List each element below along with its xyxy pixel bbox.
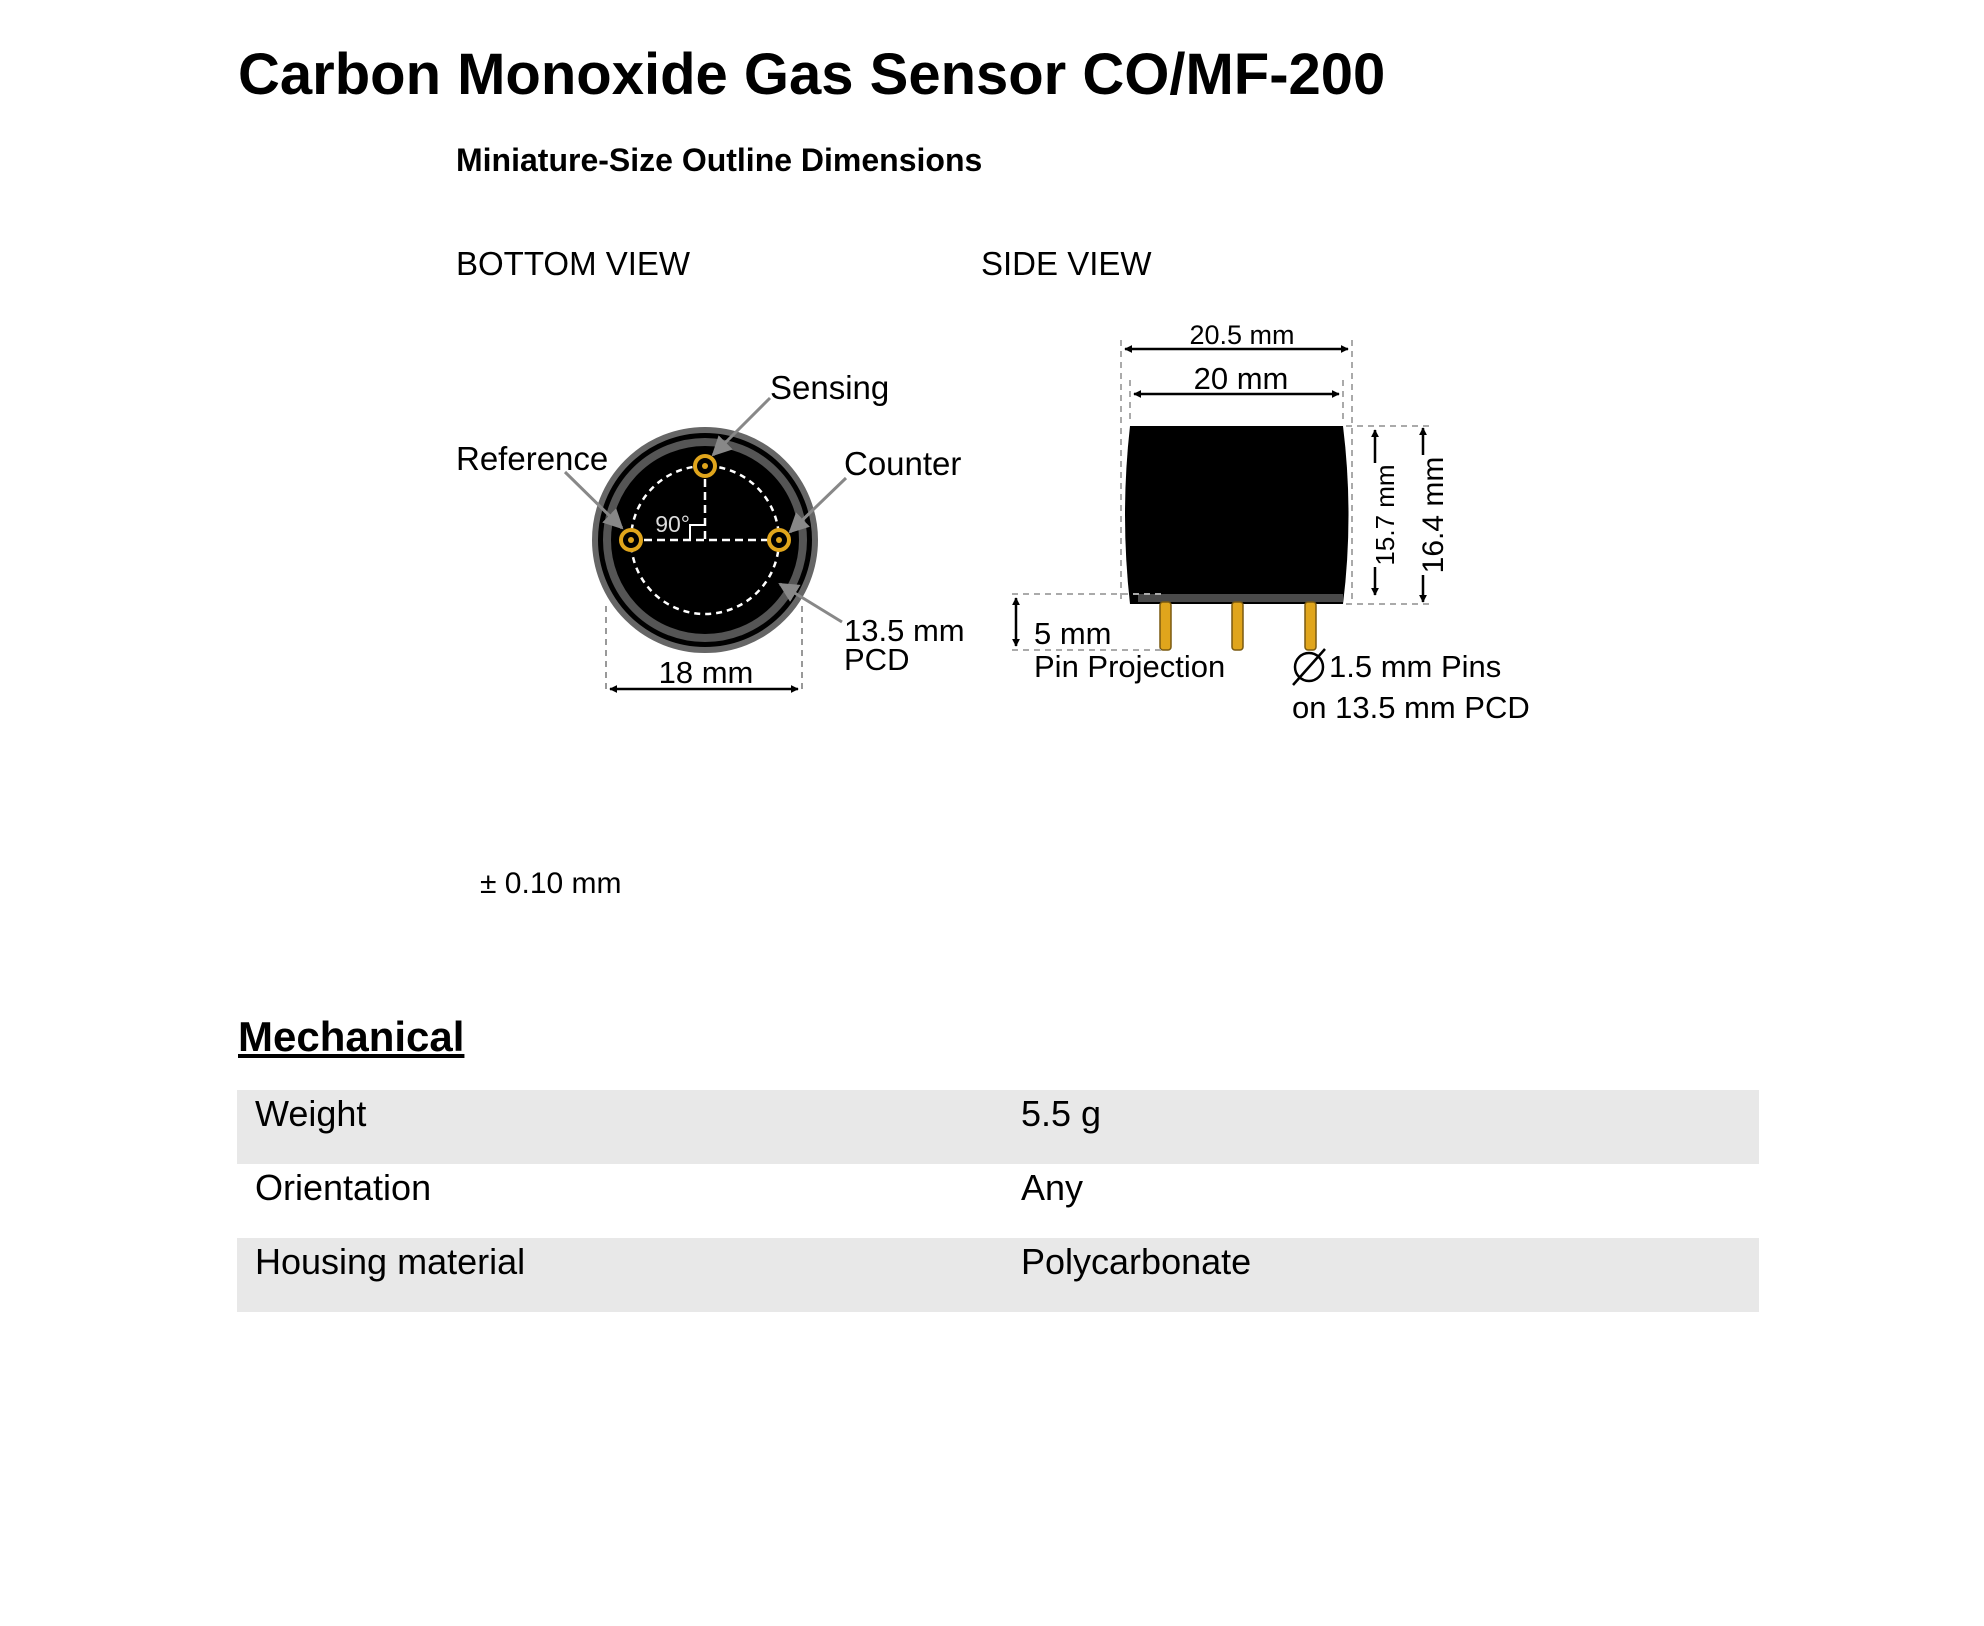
diameter-symbol-icon <box>1293 649 1325 685</box>
value-cell: 5.5 g <box>1021 1090 1759 1164</box>
bottom-view-drawing <box>456 369 965 694</box>
side-pin-right <box>1305 602 1316 650</box>
sensor-body-side <box>1125 426 1349 604</box>
table-row <box>237 1090 1759 1164</box>
value-cell: Any <box>1021 1167 1084 1208</box>
property-cell: Housing material <box>237 1238 1021 1312</box>
mechanical-heading: Mechanical <box>238 1013 465 1060</box>
side-view-label: SIDE VIEW <box>981 245 1152 282</box>
counter-label: Counter <box>844 445 962 482</box>
pcd-value-label: 13.5 mm <box>844 613 965 648</box>
body-height-label: 15.7 mm <box>1370 464 1400 566</box>
angle-label: 90° <box>655 511 690 537</box>
mechanical-spec-table <box>237 1090 1759 1312</box>
pin-projection-label: Pin Projection <box>1034 649 1226 684</box>
sensing-label: Sensing <box>770 369 890 406</box>
side-pin-left <box>1160 602 1171 650</box>
bottom-view-label: BOTTOM VIEW <box>456 245 691 282</box>
pin-projection-value: 5 mm <box>1034 616 1112 651</box>
table-row <box>237 1164 1759 1238</box>
property-cell: Orientation <box>255 1167 432 1208</box>
outer-width-label: 20.5 mm <box>1189 320 1295 350</box>
tolerance-note: ± 0.10 mm <box>480 867 622 900</box>
page-title: Carbon Monoxide Gas Sensor CO/MF-200 <box>238 42 1386 107</box>
pin-note-line1: 1.5 mm Pins <box>1329 649 1502 684</box>
property-cell: Weight <box>237 1090 1021 1164</box>
sensor-base <box>1138 594 1343 602</box>
side-pin-middle <box>1232 602 1243 650</box>
diagram-title: Miniature-Size Outline Dimensions <box>456 142 983 178</box>
table-row <box>237 1238 1759 1312</box>
side-view-drawing <box>1012 320 1530 725</box>
reference-label: Reference <box>456 440 609 477</box>
value-cell: Polycarbonate <box>1021 1238 1759 1312</box>
pcd-label: PCD <box>844 642 910 677</box>
pin-counter <box>769 530 789 550</box>
pin-note-line2: on 13.5 mm PCD <box>1292 690 1530 725</box>
inner-width-label: 20 mm <box>1193 361 1289 396</box>
pin-reference <box>621 530 641 550</box>
pin-sensing <box>695 456 715 476</box>
diameter-label: 18 mm <box>658 655 754 690</box>
total-height-label: 16.4 mm <box>1417 456 1450 574</box>
